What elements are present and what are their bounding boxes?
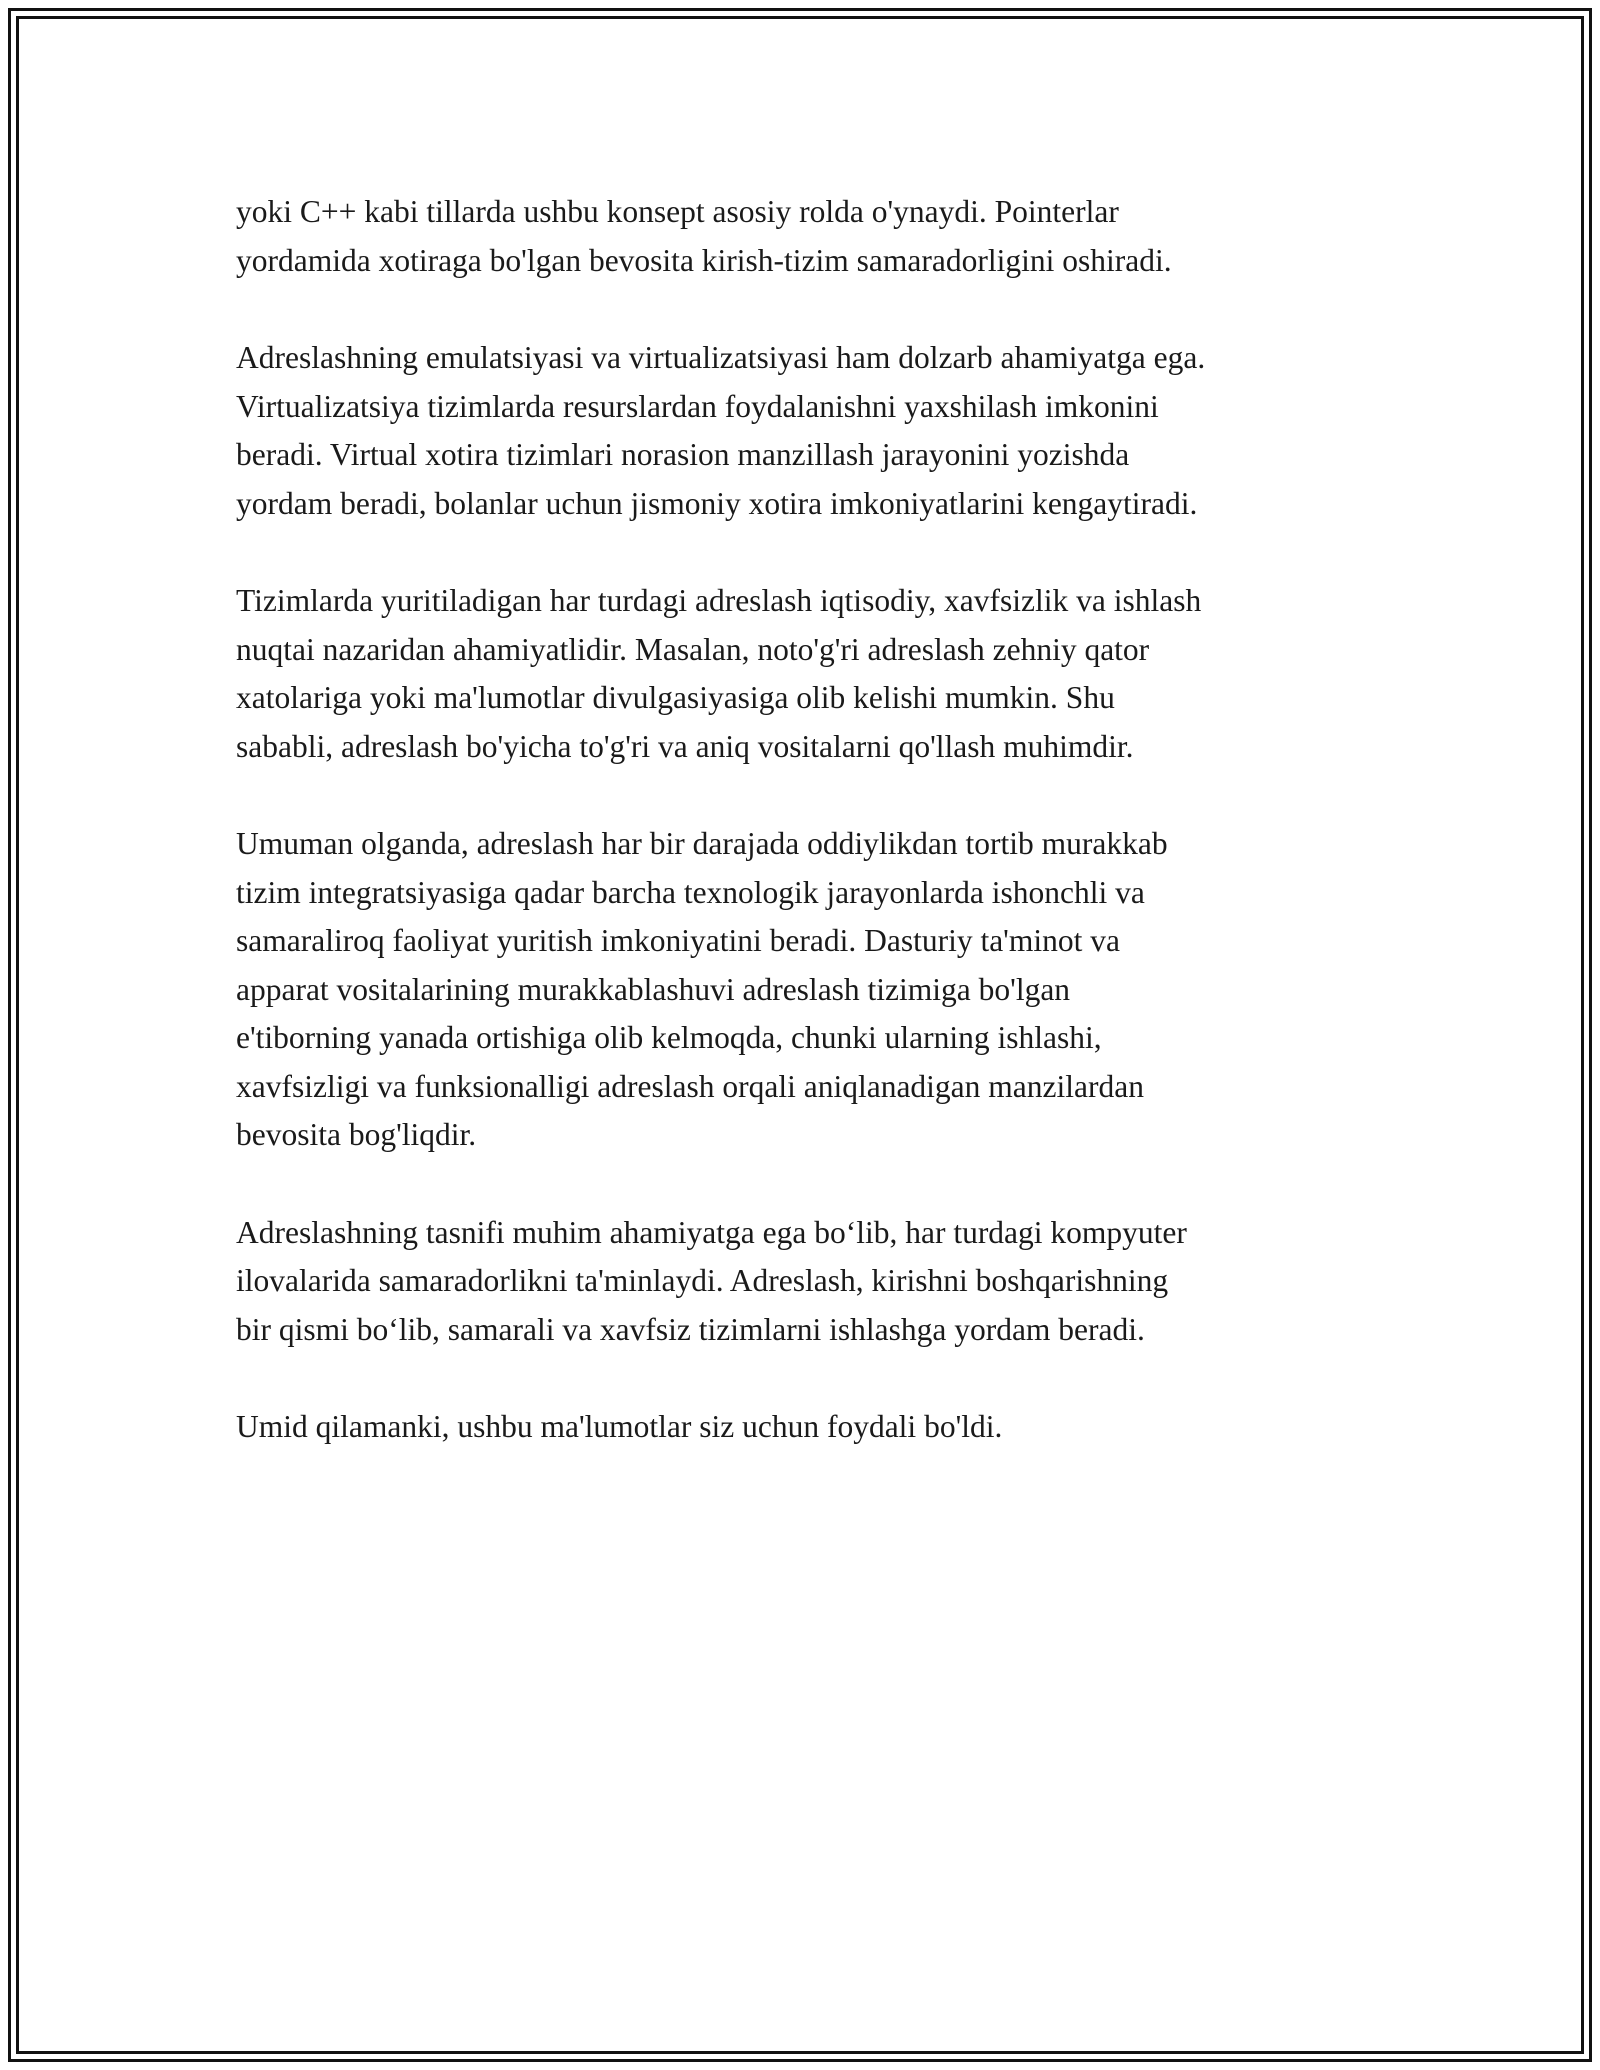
text-line: yordam beradi, bolanlar uchun jismoniy xotira imkoniyatlarini kengaytiradi. <box>236 485 1198 521</box>
text-line: Tizimlarda yuritiladigan har turdagi adreslash iqtisodiy, xavfsizlik va ishlash <box>236 583 1202 618</box>
text-line: Virtualizatsiya tizimlarda resurslardan foydalanishni yaxshilash imkonini <box>236 388 1159 424</box>
text-line: apparat vositalarining murakkablashuvi adreslash tizimiga bo'lgan <box>236 971 1071 1007</box>
paragraph-conclusion <box>236 820 1396 1160</box>
text-line: nuqtai nazaridan ahamiyatlidir. Masalan, noto'g'ri adreslash zehniy qator <box>236 631 1150 667</box>
text-line: tizim integratsiyasiga qadar barcha texnologik jarayonlarda ishonchli va <box>236 874 1145 910</box>
text-line: yoki C++ kabi tillarda ushbu konsept asosiy rolda o'ynaydi. Pointerlar <box>236 194 1119 229</box>
text-line: Umuman olganda, adreslash har bir darajada oddiylikdan tortib murakkab <box>236 826 1168 861</box>
text-line: Adreslashning emulatsiyasi va virtualizatsiyasi ham dolzarb ahamiyatga ega. <box>236 340 1206 375</box>
text-line: bir qismi bo‘lib, samarali va xavfsiz tizimlarni ishlashga yordam beradi. <box>236 1311 1145 1347</box>
text-line: xavfsizligi va funksionalligi adreslash orqali aniqlanadigan manzilardan <box>236 1068 1144 1104</box>
paragraph-classification <box>236 1209 1396 1355</box>
paragraph-closing <box>236 1403 1396 1452</box>
paragraph-pointers <box>236 188 1396 285</box>
text-line: beradi. Virtual xotira tizimlari norasion manzillash jarayonini yozishda <box>236 437 1130 472</box>
text-line: e'tiborning yanada ortishiga olib kelmoqda, chunki ularning ishlashi, <box>236 1020 1102 1055</box>
text-line: Umid qilamanki, ushbu ma'lumotlar siz uchun foydali bo'ldi. <box>236 1409 1003 1444</box>
paragraph-virtualization <box>236 334 1396 528</box>
text-line: ilovalarida samaradorlikni ta'minlaydi. Adreslash, kirishni boshqarishning <box>236 1263 1169 1298</box>
paragraph-security <box>236 577 1396 771</box>
document-body <box>236 188 1396 1501</box>
text-line: Adreslashning tasnifi muhim ahamiyatga ega bo‘lib, har turdagi kompyuter <box>236 1214 1187 1250</box>
text-line: bevosita bog'liqdir. <box>236 1117 477 1152</box>
text-line: yordamida xotiraga bo'lgan bevosita kirish-tizim samaradorligini oshiradi. <box>236 242 1172 278</box>
text-line: samaraliroq faoliyat yuritish imkoniyatini beradi. Dasturiy ta'minot va <box>236 923 1120 958</box>
text-line: sababli, adreslash bo'yicha to'g'ri va aniq vositalarni qo'llash muhimdir. <box>236 728 1134 764</box>
text-line: xatolariga yoki ma'lumotlar divulgasiyasiga olib kelishi mumkin. Shu <box>236 680 1115 715</box>
